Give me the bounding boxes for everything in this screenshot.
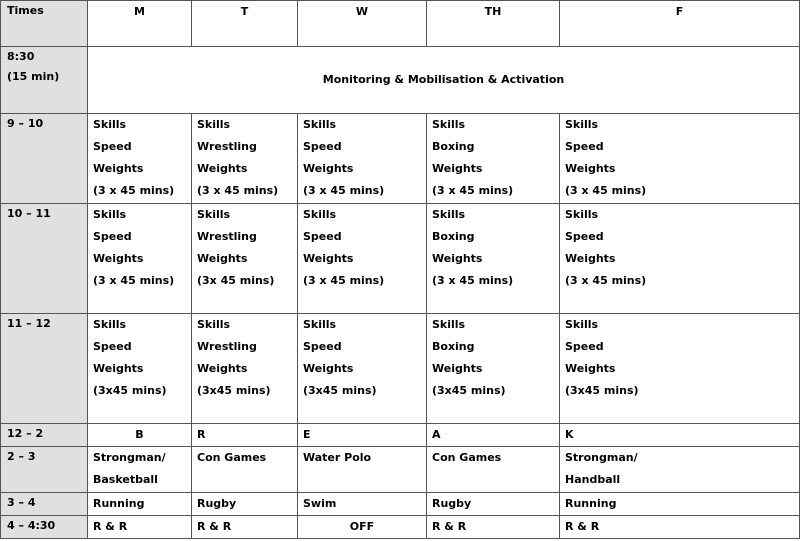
cell-9-wed <box>298 114 427 204</box>
cell-4-tue: R & R <box>192 516 298 539</box>
duration: (3 x 45 mins) <box>303 184 385 197</box>
cell-2-fri <box>560 447 800 493</box>
activity: Skills <box>197 318 231 331</box>
cell-2-tue <box>192 447 298 493</box>
duration: (3 x 45 mins) <box>565 184 647 197</box>
header-row <box>1 1 800 47</box>
cell-4-mon: R & R <box>88 516 192 539</box>
activity: Speed <box>93 230 132 243</box>
activity: Skills <box>93 208 127 221</box>
duration: (3 x 45 mins) <box>303 274 385 287</box>
row-12-2 <box>1 424 800 447</box>
time-9-10: 9 – 10 <box>1 114 88 204</box>
cell-9-fri <box>560 114 800 204</box>
cell-4-wed: OFF <box>298 516 427 539</box>
activity: Weights <box>93 162 144 175</box>
cell-4-fri: R & R <box>560 516 800 539</box>
duration: (3x45 mins) <box>565 384 639 397</box>
activity: Skills <box>303 318 337 331</box>
cell-10-tue <box>192 204 298 314</box>
cell-3-tue: Rugby <box>192 493 298 516</box>
day-header-mon: M <box>88 1 192 47</box>
row-4-430 <box>1 516 800 539</box>
activity: Speed <box>93 140 132 153</box>
activity: Skills <box>197 118 231 131</box>
activity: Speed <box>565 230 604 243</box>
cell-11-mon <box>88 314 192 424</box>
activity: Boxing <box>432 140 475 153</box>
times-header: Times <box>1 1 88 47</box>
activity: Weights <box>565 162 616 175</box>
row-10-11 <box>1 204 800 314</box>
cell-3-thu: Rugby <box>427 493 560 516</box>
activity: Weights <box>565 252 616 265</box>
activity: Weights <box>432 362 483 375</box>
duration: (3 x 45 mins) <box>93 184 175 197</box>
activity: Con Games <box>432 451 502 464</box>
day-header-thu: TH <box>427 1 560 47</box>
break-letter-a: A <box>427 424 560 447</box>
time-cell-0830 <box>1 47 88 114</box>
activity: Speed <box>93 340 132 353</box>
activity: Speed <box>303 230 342 243</box>
activity: Strongman/ <box>93 451 166 464</box>
activity: Con Games <box>197 451 267 464</box>
activity: Water Polo <box>303 451 372 464</box>
duration: (3 x 45 mins) <box>432 184 514 197</box>
cell-9-mon <box>88 114 192 204</box>
activity: Skills <box>565 118 599 131</box>
row-2-3 <box>1 447 800 493</box>
activity: Weights <box>93 252 144 265</box>
cell-11-wed <box>298 314 427 424</box>
cell-3-mon: Running <box>88 493 192 516</box>
activity: Weights <box>197 362 248 375</box>
activity: Weights <box>303 252 354 265</box>
time-12-2: 12 – 2 <box>1 424 88 447</box>
cell-4-thu: R & R <box>427 516 560 539</box>
time-10-11: 10 – 11 <box>1 204 88 314</box>
cell-11-fri <box>560 314 800 424</box>
activity: Skills <box>432 318 466 331</box>
monitoring-banner: Monitoring & Mobilisation & Activation <box>88 47 800 114</box>
duration: (3x45 mins) <box>93 384 167 397</box>
activity: Skills <box>565 208 599 221</box>
day-header-fri: F <box>560 1 800 47</box>
activity: Skills <box>432 208 466 221</box>
time-0830-duration: (15 min) <box>7 70 60 83</box>
cell-11-tue <box>192 314 298 424</box>
activity: Weights <box>93 362 144 375</box>
activity: Skills <box>432 118 466 131</box>
time-4-430: 4 – 4:30 <box>1 516 88 539</box>
activity: Skills <box>303 118 337 131</box>
cell-9-thu <box>427 114 560 204</box>
time-11-12: 11 – 12 <box>1 314 88 424</box>
cell-10-thu <box>427 204 560 314</box>
activity: Weights <box>565 362 616 375</box>
duration: (3x45 mins) <box>303 384 377 397</box>
activity: Wrestling <box>197 340 257 353</box>
cell-10-fri <box>560 204 800 314</box>
cell-10-wed <box>298 204 427 314</box>
duration: (3x45 mins) <box>197 384 271 397</box>
activity: Weights <box>303 362 354 375</box>
day-header-tue: T <box>192 1 298 47</box>
time-0830: 8:30 <box>7 50 35 63</box>
activity: Skills <box>93 118 127 131</box>
cell-2-wed <box>298 447 427 493</box>
duration: (3x45 mins) <box>432 384 506 397</box>
duration: (3 x 45 mins) <box>197 184 279 197</box>
activity: Weights <box>432 252 483 265</box>
row-3-4 <box>1 493 800 516</box>
row-11-12 <box>1 314 800 424</box>
time-3-4: 3 – 4 <box>1 493 88 516</box>
cell-2-mon <box>88 447 192 493</box>
activity: Skills <box>93 318 127 331</box>
activity: Speed <box>303 140 342 153</box>
duration: (3 x 45 mins) <box>93 274 175 287</box>
duration: (3 x 45 mins) <box>565 274 647 287</box>
break-letter-k: K <box>560 424 800 447</box>
activity: Weights <box>197 252 248 265</box>
break-letter-r: R <box>192 424 298 447</box>
cell-3-fri: Running <box>560 493 800 516</box>
row-9-10 <box>1 114 800 204</box>
activity: Wrestling <box>197 230 257 243</box>
activity: Speed <box>565 140 604 153</box>
row-0830 <box>1 47 800 114</box>
activity: Skills <box>197 208 231 221</box>
day-header-wed: W <box>298 1 427 47</box>
cell-2-thu <box>427 447 560 493</box>
time-2-3: 2 – 3 <box>1 447 88 493</box>
duration: (3 x 45 mins) <box>432 274 514 287</box>
activity: Speed <box>565 340 604 353</box>
cell-9-tue <box>192 114 298 204</box>
activity: Handball <box>565 473 621 486</box>
activity: Weights <box>432 162 483 175</box>
activity: Speed <box>303 340 342 353</box>
cell-10-mon <box>88 204 192 314</box>
activity: Skills <box>565 318 599 331</box>
break-letter-e: E <box>298 424 427 447</box>
activity: Boxing <box>432 340 475 353</box>
break-letter-b: B <box>88 424 192 447</box>
activity: Weights <box>303 162 354 175</box>
activity: Wrestling <box>197 140 257 153</box>
activity: Strongman/ <box>565 451 638 464</box>
activity: Skills <box>303 208 337 221</box>
activity: Basketball <box>93 473 158 486</box>
cell-3-wed: Swim <box>298 493 427 516</box>
activity: Weights <box>197 162 248 175</box>
activity: Boxing <box>432 230 475 243</box>
duration: (3x 45 mins) <box>197 274 275 287</box>
cell-11-thu <box>427 314 560 424</box>
